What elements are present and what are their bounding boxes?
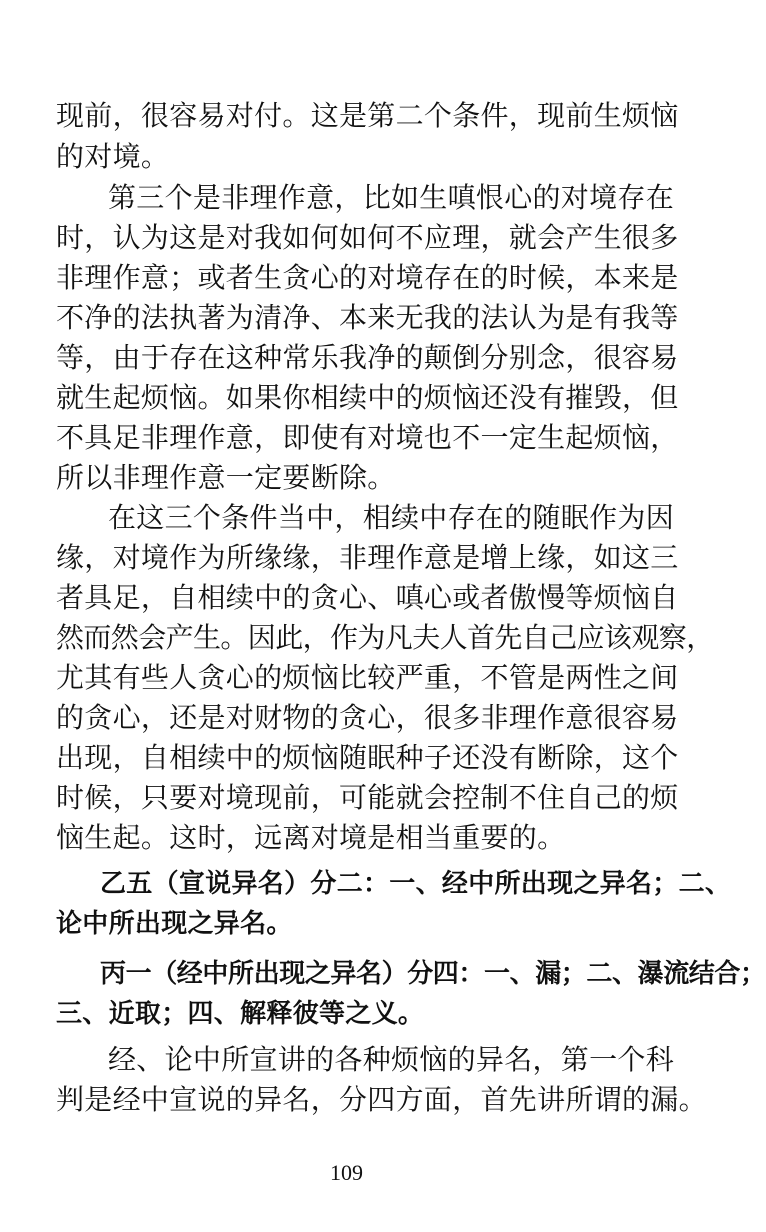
- text-line: 的对境。: [56, 140, 170, 173]
- text-line: 经、论中所宣讲的各种烦恼的异名，第一个科: [108, 1043, 675, 1076]
- section-heading: 丙一（经中所出现之异名）分四：一、漏；二、瀑流结合；: [100, 959, 766, 989]
- text-line: 等，由于存在这种常乐我净的颠倒分别念，很容易: [56, 341, 679, 374]
- section-heading: 乙五（宣说异名）分二：一、经中所出现之异名；二、: [100, 869, 732, 899]
- text-line: 的贪心，还是对财物的贪心，很多非理作意很容易: [56, 701, 679, 734]
- text-line: 第三个是非理作意，比如生嗔恨心的对境存在: [108, 181, 675, 214]
- section-heading: 论中所出现之异名。: [56, 909, 293, 939]
- text-line: 不净的法执著为清净、本来无我的法认为是有我等: [56, 301, 679, 334]
- text-line: 就生起烦恼。如果你相续中的烦恼还没有摧毁，但: [56, 381, 679, 414]
- text-line: 所以非理作意一定要断除。: [56, 461, 396, 494]
- text-line: 不具足非理作意，即使有对境也不一定生起烦恼，: [56, 421, 679, 454]
- text-line: 时候，只要对境现前，可能就会控制不住自己的烦: [56, 781, 679, 814]
- text-line: 者具足，自相续中的贪心、嗔心或者傲慢等烦恼自: [56, 581, 679, 614]
- text-line: 缘，对境作为所缘缘，非理作意是增上缘，如这三: [56, 541, 679, 574]
- text-line: 判是经中宣说的异名，分四方面，首先讲所谓的漏。: [56, 1083, 707, 1116]
- text-line: 在这三个条件当中，相续中存在的随眠作为因: [108, 501, 675, 534]
- text-line: 出现，自相续中的烦恼随眠种子还没有断除，这个: [56, 741, 679, 774]
- section-heading: 三、近取；四、解释彼等之义。: [56, 999, 425, 1029]
- page-number: 109: [330, 1160, 363, 1185]
- text-line: 非理作意；或者生贪心的对境存在的时候，本来是: [56, 261, 679, 294]
- text-line: 现前，很容易对付。这是第二个条件，现前生烦恼: [56, 99, 679, 132]
- text-line: 恼生起。这时，远离对境是相当重要的。: [56, 821, 566, 854]
- text-line: 尤其有些人贪心的烦恼比较严重，不管是两性之间: [56, 661, 679, 694]
- text-line: 时，认为这是对我如何如何不应理，就会产生很多: [56, 221, 679, 254]
- text-line: 然而然会产生。因此，作为凡夫人首先自己应该观察，: [56, 621, 714, 654]
